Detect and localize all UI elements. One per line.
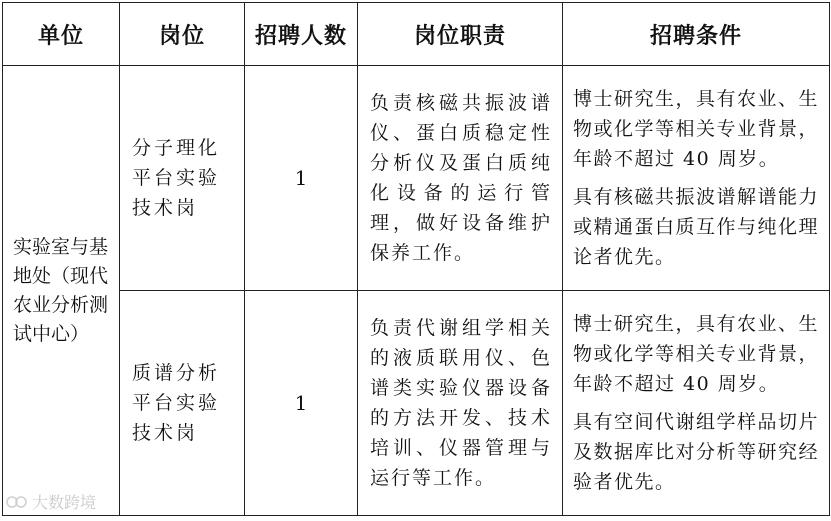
header-unit: 单位 [3,3,120,66]
requirements-cell [563,291,830,516]
header-count: 招聘人数 [245,3,358,66]
duty-cell: 负责代谢组学相关的液质联用仪、色谱类实验仪器设备的方法开发、技术培训、仪器管理与运行等工作。 [358,291,563,516]
requirement-preferred: 具有核磁共振波谱解谱能力或精通蛋白质互作与纯化理论者优先。 [573,186,820,268]
post-cell: 分子理化平台实验技术岗 [120,66,245,291]
table-header-row [3,3,830,66]
recruitment-table [2,2,830,516]
watermark [6,490,96,513]
watermark-logo-icon [6,494,28,510]
requirements-cell [563,66,830,291]
count-cell: 1 [245,291,358,516]
count-cell: 1 [245,66,358,291]
table-row [3,66,830,291]
header-post: 岗位 [120,3,245,66]
watermark-text: 大数跨境 [32,493,97,512]
requirement-basic: 博士研究生，具有农业、生物或化学等相关专业背景，年龄不超过 40 周岁。 [573,313,820,395]
post-cell: 质谱分析平台实验技术岗 [120,291,245,516]
table-row [3,291,830,516]
unit-cell: 实验室与基地处（现代农业分析测试中心） [3,66,120,516]
requirement-preferred: 具有空间代谢组学样品切片及数据库比对分析等研究经验者优先。 [573,411,820,493]
header-requirements: 招聘条件 [563,3,830,66]
duty-cell: 负责核磁共振波谱仪、蛋白质稳定性分析仪及蛋白质纯化设备的运行管理，做好设备维护保养工作。 [358,66,563,291]
header-duty: 岗位职责 [358,3,563,66]
requirement-basic: 博士研究生，具有农业、生物或化学等相关专业背景，年龄不超过 40 周岁。 [573,88,820,170]
